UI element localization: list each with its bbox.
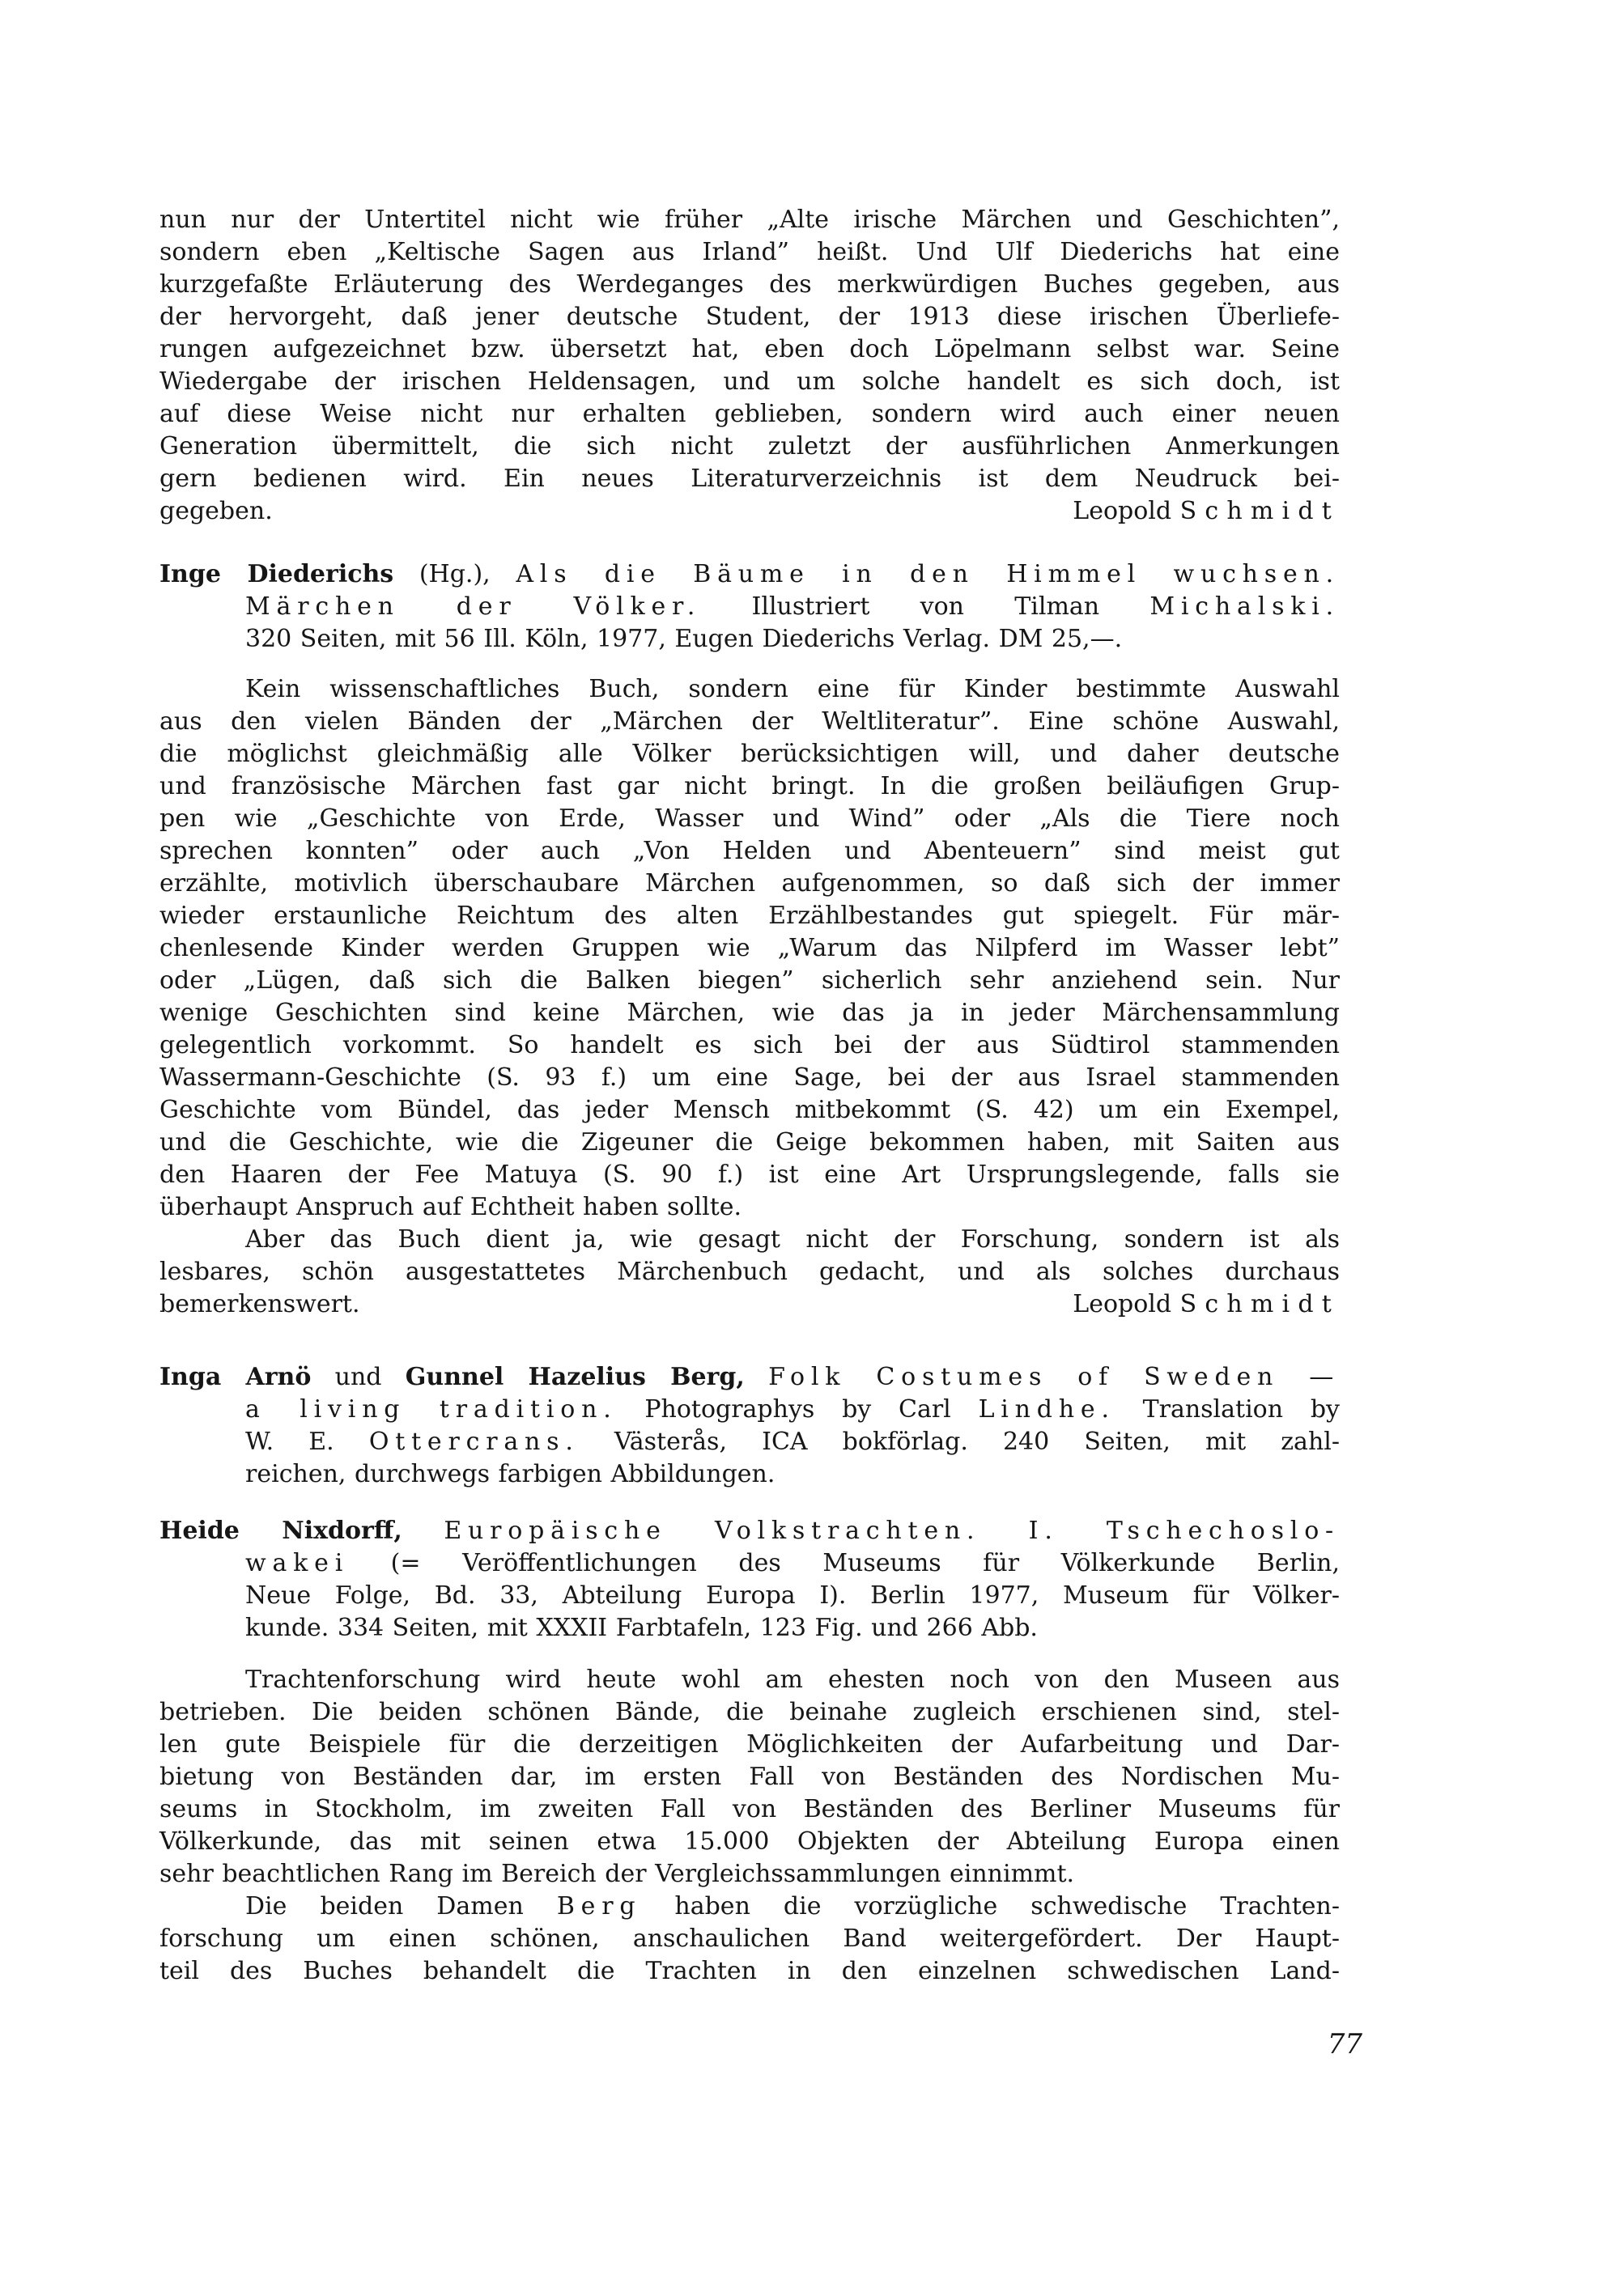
citation (159, 558, 1340, 656)
signature-line (159, 1288, 1340, 1321)
reviewer-signature: Leopold Schmidt (1073, 1290, 1340, 1318)
text-line: bietung von Beständen dar, im ersten Fall von Beständen des Nordischen Mu- (159, 1763, 1340, 1791)
text-line: Kein wissenschaftliches Buch, sondern eine für Kinder bestimmte Auswahl (245, 675, 1340, 703)
text-line: gelegentlich vorkommt. So handelt es sich bei der aus Südtirol stammenden (159, 1031, 1340, 1059)
text-line: der hervorgeht, daß jener deutsche Student, der 1913 diese irischen Überliefe- (159, 303, 1340, 331)
text-line: nun nur der Untertitel nicht wie früher „Alte irische Märchen und Geschichten”, (159, 206, 1340, 234)
paragraph (159, 1224, 1340, 1321)
text-line: sehr beachtlichen Rang im Bereich der Vergleichssammlungen einnimmt. (159, 1860, 1075, 1888)
text-line: die möglichst gleichmäßig alle Völker berücksichtigen will, und daher deutsche (159, 740, 1340, 768)
text-line: Inge Diederichs (Hg.), Als die Bäume in den Himmel wuchsen. (159, 560, 1340, 588)
text-line: Inga Arnö und Gunnel Hazelius Berg, Folk Costumes of Sweden — (159, 1363, 1341, 1391)
paragraph (159, 673, 1340, 1224)
paragraph (159, 204, 1340, 528)
text-line: 320 Seiten, mit 56 Ill. Köln, 1977, Eugen Diederichs Verlag. DM 25,—. (245, 625, 1123, 653)
text-line: oder „Lügen, daß sich die Balken biegen” sicherlich sehr anziehend sein. Nur (159, 966, 1340, 995)
text-line: Generation übermittelt, die sich nicht zuletzt der ausführlichen Anmerkungen (159, 432, 1340, 460)
text-line: W. E. Ottercrans. Västerås, ICA bokförlag. 240 Seiten, mit zahl- (245, 1428, 1340, 1456)
text-line: reichen, durchwegs farbigen Abbildungen. (245, 1460, 776, 1488)
text-line: a living tradition. Photographys by Carl Lindhe. Translation by (245, 1395, 1340, 1424)
text-line: den Haaren der Fee Matuya (S. 90 f.) ist eine Art Ursprungslegende, falls sie (159, 1161, 1340, 1189)
text-line: und französische Märchen fast gar nicht bringt. In die großen beiläufigen Grup- (159, 772, 1340, 800)
citation (159, 1361, 1340, 1491)
text-line: sondern eben „Keltische Sagen aus Irland” heißt. Und Ulf Diederichs hat eine (159, 238, 1340, 266)
paragraph-last-words: gegeben. (159, 497, 273, 525)
text-line: kunde. 334 Seiten, mit XXXII Farbtafeln, 123 Fig. und 266 Abb. (245, 1614, 1038, 1642)
page-number: 77 (1327, 2028, 1362, 2060)
text-line: pen wie „Geschichte von Erde, Wasser und Wind” oder „Als die Tiere noch (159, 804, 1340, 833)
citation (159, 1515, 1340, 1645)
text-line: überhaupt Anspruch auf Echtheit haben sollte. (159, 1193, 742, 1221)
text-line: kurzgefaßte Erläuterung des Werdeganges des merkwürdigen Buches gegeben, aus (159, 270, 1340, 299)
text-line: wieder erstaunliche Reichtum des alten Erzählbestandes gut spiegelt. Für mär- (159, 902, 1340, 930)
text-line: Trachtenforschung wird heute wohl am ehesten noch von den Museen aus (245, 1666, 1340, 1694)
text-line: Neue Folge, Bd. 33, Abteilung Europa I). Berlin 1977, Museum für Völker- (245, 1581, 1340, 1610)
text-line: Wiedergabe der irischen Heldensagen, und um solche handelt es sich doch, ist (159, 367, 1340, 396)
text-line: Wassermann-Geschichte (S. 93 f.) um eine Sage, bei der aus Israel stammenden (159, 1063, 1340, 1092)
text-line: wenige Geschichten sind keine Märchen, wie das ja in jeder Märchensammlung (159, 999, 1340, 1027)
text-line: lesbares, schön ausgestattetes Märchenbuch gedacht, und als solches durchaus (159, 1258, 1340, 1286)
text-line: seums in Stockholm, im zweiten Fall von Beständen des Berliner Museums für (159, 1795, 1340, 1823)
paragraph (159, 1891, 1340, 1988)
text-line: Geschichte vom Bündel, das jeder Mensch mitbekommt (S. 42) um ein Exempel, (159, 1096, 1340, 1124)
text-line: auf diese Weise nicht nur erhalten geblieben, sondern wird auch einer neuen (159, 400, 1340, 428)
text-line: forschung um einen schönen, anschaulichen Band weitergefördert. Der Haupt- (159, 1925, 1340, 1953)
text-line: chenlesende Kinder werden Gruppen wie „Warum das Nilpferd im Wasser lebt” (159, 934, 1340, 962)
text-line: Die beiden Damen Berg haben die vorzügliche schwedische Trachten- (245, 1892, 1340, 1920)
text-line: len gute Beispiele für die derzeitigen Möglichkeiten der Aufarbeitung und Dar- (159, 1730, 1340, 1759)
text-line: Märchen der Völker. Illustriert von Tilman Michalski. (245, 592, 1340, 621)
text-line: Aber das Buch dient ja, wie gesagt nicht der Forschung, sondern ist als (245, 1225, 1340, 1254)
signature-line (159, 495, 1340, 528)
text-line: wakei (= Veröffentlichungen des Museums für Völkerkunde Berlin, (245, 1549, 1340, 1577)
text-line: teil des Buches behandelt die Trachten in den einzelnen schwedischen Land- (159, 1957, 1340, 1985)
text-line: und die Geschichte, wie die Zigeuner die Geige bekommen haben, mit Saiten aus (159, 1128, 1340, 1156)
text-line: erzählte, motivlich überschaubare Märchen aufgenommen, so daß sich der immer (159, 869, 1340, 898)
text-line: Heide Nixdorff, Europäische Volkstrachten. I. Tschechoslo- (159, 1517, 1340, 1545)
text-line: gern bedienen wird. Ein neues Literaturverzeichnis ist dem Neudruck bei- (159, 465, 1340, 493)
paragraph (159, 1664, 1340, 1891)
page-body (159, 204, 1340, 1988)
paragraph-last-words: bemerkenswert. (159, 1290, 360, 1318)
reviewer-signature: Leopold Schmidt (1073, 497, 1340, 525)
text-line: Völkerkunde, das mit seinen etwa 15.000 Objekten der Abteilung Europa einen (159, 1827, 1340, 1856)
text-line: aus den vielen Bänden der „Märchen der Weltliteratur”. Eine schöne Auswahl, (159, 707, 1340, 736)
text-line: betrieben. Die beiden schönen Bände, die beinahe zugleich erschienen sind, stel- (159, 1698, 1340, 1726)
text-line: sprechen konnten” oder auch „Von Helden und Abenteuern” sind meist gut (159, 837, 1340, 865)
text-line: rungen aufgezeichnet bzw. übersetzt hat, eben doch Löpelmann selbst war. Seine (159, 335, 1340, 363)
